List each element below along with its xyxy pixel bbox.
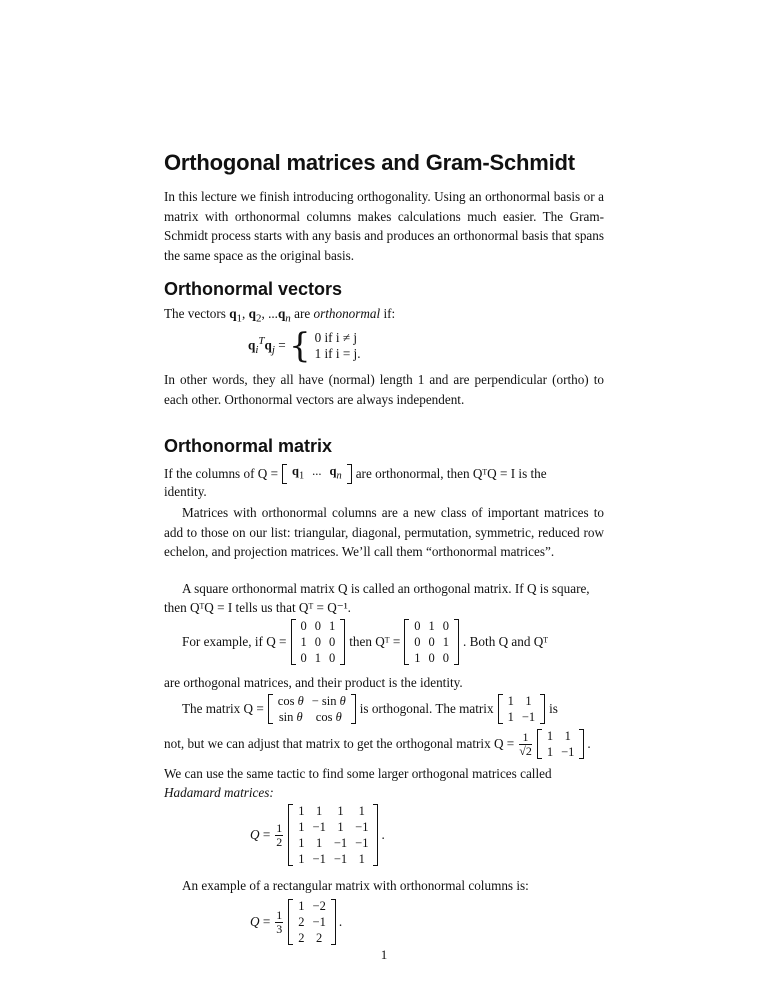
rectangular-matrix: 1 −2 2 −1 2 2 [288, 898, 336, 946]
adjusted-matrix: 1 1 1 −1 [537, 728, 585, 760]
ones-matrix: 1 1 1 −1 [498, 693, 546, 725]
vectors-line: The vectors $q_1$, $q_2$, $...q_n$ are orthonormal if: [164, 306, 396, 325]
page-number: 1 [380, 947, 388, 962]
example-permutation: For example, if Q = 0 0 1 1 0 0 0 1 0 then Qᵀ = 0 1 0 0 0 1 1 0 0 . Both Q and Qᵀ [182, 619, 549, 665]
columns-line: If the columns of Q = $q_1$ ... $q_n$ are orthonormal, then QᵀQ = I is the [164, 463, 547, 485]
hadamard-line-1: We can use the same tactic to find some larger orthogonal matrices called [164, 766, 552, 781]
section-heading-orthonormal-vectors: Orthonormal vectors [164, 279, 343, 299]
q-permutation-matrix: 0 0 1 1 0 0 0 1 0 [291, 618, 346, 666]
orthonormal-definition: $q_i^Tq_j$ = { 0 if i ≠ j 1 if i = j. [248, 326, 361, 366]
case-not-equal: 0 if i ≠ j [314, 330, 358, 345]
section-heading-orthonormal-matrix: Orthonormal matrix [164, 436, 333, 456]
identity-word: identity. [164, 484, 207, 499]
case-equal: 1 if i = j. [314, 346, 361, 361]
intro-paragraph: In this lecture we finish introducing orthogonality. Using an orthonormal basis or a matrix with orthonormal columns makes calculations much easier. The Gram-Schmidt process starts with any basis and produces an orthonormal basis that spans the same space as the original basis. [164, 189, 604, 263]
q-column-matrix: $q_1$ ... $q_n$ [282, 463, 352, 485]
page-title: Orthogonal matrices and Gram-Schmidt [164, 150, 575, 175]
adjusted-line: not, but we can adjust that matrix to get the orthogonal matrix Q = $\frac{1}{√2}$ 1 1 1 −1 . [164, 729, 591, 759]
orthonormal-explanation: In other words, they all have (normal) length 1 and are perpendicular (ortho) to each other. Orthonormal vectors are always independent. [164, 372, 604, 407]
rotation-line: The matrix Q = cos θ − sin θ sin θ cos θ is orthogonal. The matrix 1 1 1 −1 is [182, 694, 558, 724]
rotation-matrix: cos θ − sin θ sin θ cos θ [268, 693, 356, 725]
square-line-2: then QᵀQ = I tells us that Qᵀ = Q⁻¹. [164, 600, 351, 615]
hadamard-line-2: Hadamard matrices: [164, 785, 274, 800]
rectangular-intro: An example of a rectangular matrix with orthonormal columns is: [182, 878, 529, 893]
rectangular-equation: Q = $\frac{1}{3}$ 1 −2 2 −1 2 2 . [250, 899, 343, 945]
one-over-root-two: $\frac{1}{√2}$ [519, 729, 532, 758]
hadamard-matrix: 1 1 1 1 1 −1 1 −1 1 1 −1 −1 1 −1 −1 1 [288, 803, 378, 867]
one-third: $\frac{1}{3}$ [276, 907, 283, 936]
one-half: $\frac{1}{2}$ [276, 820, 283, 849]
square-line-1: A square orthonormal matrix Q is called an orthogonal matrix. If Q is square, [182, 581, 590, 596]
matrices-paragraph: Matrices with orthonormal columns are a new class of important matrices to add to those on our list: triangular, diagonal, permutation, symmetric, reduced row echelon, and projection matrices. We’ll call them “orthonormal matrices”. [164, 505, 604, 559]
hadamard-equation: Q = $\frac{1}{2}$ 1 1 1 1 1 −1 1 −1 1 1 −1 −1 1 −1 −1 1 . [250, 804, 385, 866]
qt-permutation-matrix: 0 1 0 0 0 1 1 0 0 [404, 618, 459, 666]
identity-product-line: are orthogonal matrices, and their product is the identity. [164, 675, 463, 690]
